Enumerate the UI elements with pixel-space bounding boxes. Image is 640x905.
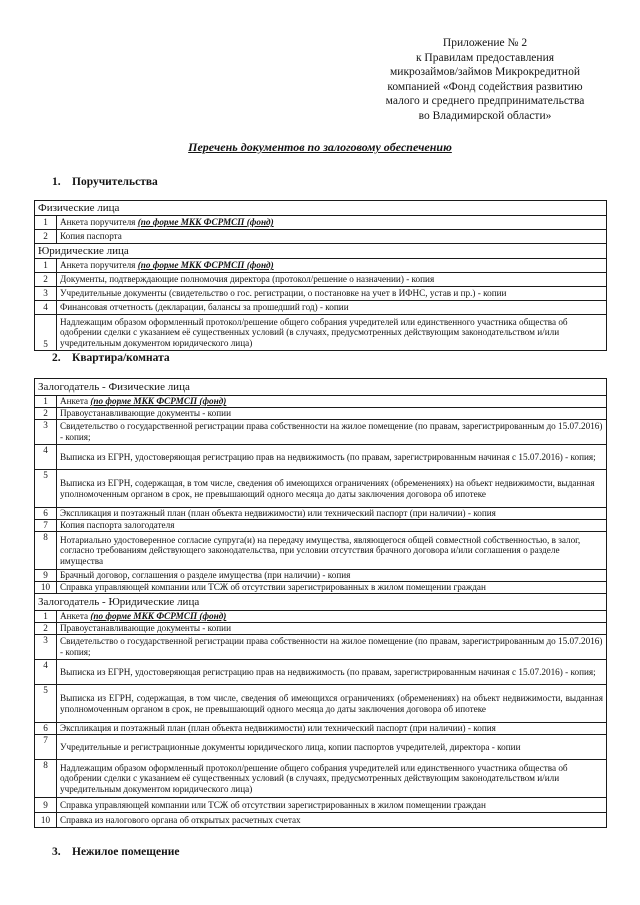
row-number: 1 [35,216,57,230]
section-heading [52,846,179,858]
section-heading [52,176,158,188]
row-text: Выписка из ЕГРН, содержащая, в том числе, сведения об имеющихся ограничениях (обременениях) на объект недвижимости, выданная уполномоченным органом в срок, не превышающий одного месяца до даты заключения договора об ипотеке [57,470,607,508]
row-text: Экспликация и поэтажный план (план объекта недвижимости) или технический паспорт (при наличии) - копия [57,508,607,520]
row-number: 10 [35,582,57,594]
row-number: 4 [35,445,57,470]
row-number: 9 [35,570,57,582]
section-title: Квартира/комната [72,352,170,364]
row-text: Надлежащим образом оформленный протокол/решение общего собрания учредителей или единственного участника общества об одобрении сделки с указанием её существенных условий (в случаях, предусмотренных действующим законодательством и/или учредительным документом юридического лица) [57,315,607,351]
table-row [35,315,607,351]
row-number: 5 [35,315,57,351]
row-number: 1 [35,259,57,273]
appendix-line: Приложение № 2 [442,37,528,49]
section-number: 1. [52,176,61,188]
row-number: 9 [35,798,57,813]
group-header: Юридические лица [35,244,607,259]
row-number: 2 [35,230,57,244]
row-number: 2 [35,408,57,420]
appendix-line: малого и среднего предпринимательства [385,95,585,108]
row-text: Выписка из ЕГРН, удостоверяющая регистрацию прав на недвижимость (по правам, зарегистрированным начиная с 15.07.2016) - копия; [57,445,607,470]
appendix-line: компанией «Фонд содействия развитию [387,80,583,93]
row-number: 4 [35,301,57,315]
document-title: Перечень документов по залоговому обеспечению [188,140,452,154]
row-number: 8 [35,532,57,570]
row-number: 7 [35,735,57,760]
table-row [35,813,607,828]
table-row [35,508,607,520]
row-number: 1 [35,396,57,408]
row-text: Брачный договор, соглашения о разделе имущества (при наличии) - копия [57,570,607,582]
table-row [35,396,607,408]
section-title: Поручительства [72,176,158,188]
row-text: Анкета (по форме МКК ФСРМСП (фонд) [57,396,607,408]
row-text: Анкета поручителя (по форме МКК ФСРМСП (фонд) [57,259,607,273]
row-number: 4 [35,660,57,685]
row-text: Свидетельство о государственной регистрации права собственности на жилое помещение (по правам, зарегистрированным до 15.07.2016) - копия; [57,420,607,445]
table-row [35,685,607,723]
row-number: 2 [35,623,57,635]
table-row [35,259,607,273]
row-number: 5 [35,470,57,508]
row-text: Выписка из ЕГРН, содержащая, в том числе, сведения об имеющихся ограничениях (обременениях) на объект недвижимости, выданная уполномоченным органом в срок, не превышающий одного месяца до даты заключения договора об ипотеке [57,685,607,723]
table-row [35,216,607,230]
table-row [35,287,607,301]
row-number: 6 [35,723,57,735]
row-number: 1 [35,611,57,623]
table-row [35,273,607,287]
section-number: 3. [52,846,61,858]
appendix-line: во Владимирской области» [418,109,552,122]
table-row [35,420,607,445]
row-text: Анкета поручителя (по форме МКК ФСРМСП (фонд) [57,216,607,230]
appendix-header [360,36,610,124]
table-row [35,798,607,813]
row-number: 3 [35,287,57,301]
table-row [35,301,607,315]
row-text: Учредительные документы (свидетельство о гос. регистрации, о постановке на учет в ИФНС, устав и пр.) - копии [57,287,607,301]
row-number: 10 [35,813,57,828]
group-header: Залогодатель - Физические лица [35,379,607,396]
row-number: 3 [35,635,57,660]
table-row [35,408,607,420]
row-number: 2 [35,273,57,287]
section-heading [52,352,170,364]
table-row [35,520,607,532]
table-row [35,623,607,635]
row-text: Экспликация и поэтажный план (план объекта недвижимости) или технический паспорт (при наличии) - копия [57,723,607,735]
table-row [35,660,607,685]
table-row [35,230,607,244]
section-title: Нежилое помещение [72,846,180,858]
collateral-table [34,378,607,828]
table-row [35,611,607,623]
table-row [35,445,607,470]
row-text: Анкета (по форме МКК ФСРМСП (фонд) [57,611,607,623]
row-text: Правоустанавливающие документы - копии [57,408,607,420]
row-text: Свидетельство о государственной регистрации права собственности на жилое помещение (по правам, зарегистрированным до 15.07.2016) - копия; [57,635,607,660]
row-text: Надлежащим образом оформленный протокол/решение общего собрания учредителей или единственного участника общества об одобрении сделки с указанием её существенных условий (в случаях, предусмотренных действующим законодательством и/или учредительным документом юридического лица) [57,760,607,798]
row-text: Справка управляющей компании или ТСЖ об отсутствии зарегистрированных в жилом помещении граждан [57,798,607,813]
row-text: Нотариально удостоверенное согласие супруга(и) на передачу имущества, являющегося общей совместной собственностью, в залог, согласно требованиям действующего законодательства, при условии отсутствия брачного договора и/или соглашения о разделе имущества [57,532,607,570]
table-row [35,735,607,760]
table-row [35,723,607,735]
group-header: Физические лица [35,201,607,216]
row-text: Документы, подтверждающие полномочия директора (протокол/решение о назначении) - копия [57,273,607,287]
row-text: Копия паспорта [57,230,607,244]
row-number: 7 [35,520,57,532]
row-text: Копия паспорта залогодателя [57,520,607,532]
row-number: 6 [35,508,57,520]
row-number: 8 [35,760,57,798]
table-row [35,582,607,594]
row-number: 5 [35,685,57,723]
row-text: Выписка из ЕГРН, удостоверяющая регистрацию прав на недвижимость (по правам, зарегистрированным начиная с 15.07.2016) - копия; [57,660,607,685]
table-row [35,570,607,582]
row-text: Учредительные и регистрационные документы юридического лица, копии паспортов учредителей, директора - копии [57,735,607,760]
section-number: 2. [52,352,61,364]
row-text: Правоустанавливающие документы - копии [57,623,607,635]
group-header: Залогодатель - Юридические лица [35,594,607,611]
row-text: Финансовая отчетность (декларации, балансы за прошедший год) - копии [57,301,607,315]
table-row [35,635,607,660]
appendix-line: к Правилам предоставления [415,51,555,64]
appendix-line: микрозаймов/займов Микрокредитной [390,66,580,79]
row-text: Справка из налогового органа об открытых расчетных счетах [57,813,607,828]
table-row [35,532,607,570]
table-row [35,470,607,508]
table-row [35,760,607,798]
guarantee-table [34,200,607,351]
row-text: Справка управляющей компании или ТСЖ об отсутствии зарегистрированных в жилом помещении граждан [57,582,607,594]
row-number: 3 [35,420,57,445]
